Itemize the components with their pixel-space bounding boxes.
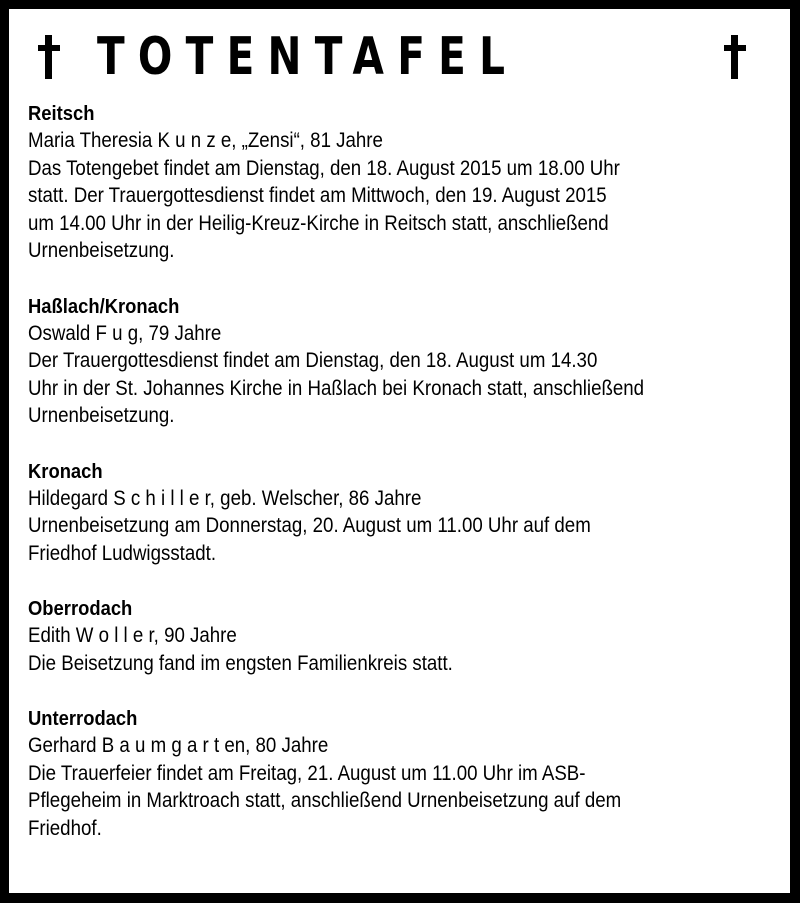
detail-line: Friedhof. bbox=[28, 816, 102, 840]
deceased-name: Maria Theresia K u n z e, „Zensi“, 81 Jahre bbox=[28, 129, 383, 152]
detail-line: statt. Der Trauergottesdienst findet am Mittwoch, den 19. August 2015 bbox=[28, 184, 607, 207]
detail-line: Die Trauerfeier findet am Freitag, 21. August um 11.00 Uhr im ASB- bbox=[28, 761, 586, 785]
detail-line: Die Beisetzung fand im engsten Familienkreis statt. bbox=[28, 651, 453, 675]
deceased-name: Hildegard S c h i l l e r, geb. Welscher, 86 Jahre bbox=[28, 486, 422, 510]
place-heading: Oberrodach bbox=[28, 598, 133, 620]
detail-line: Urnenbeisetzung am Donnerstag, 20. August um 11.00 Uhr auf dem bbox=[28, 514, 591, 537]
cross-icon bbox=[38, 35, 60, 79]
detail-line: Urnenbeisetzung. bbox=[28, 404, 175, 427]
detail-line: Das Totengebet findet am Dienstag, den 18. August 2015 um 18.00 Uhr bbox=[28, 156, 620, 180]
obituary-entry bbox=[28, 459, 788, 568]
detail-line: Der Trauergottesdienst findet am Dienstag, den 18. August um 14.30 bbox=[28, 349, 598, 372]
detail-line: Friedhof Ludwigsstadt. bbox=[28, 541, 217, 565]
deceased-name: Gerhard B a u m g a r t en, 80 Jahre bbox=[28, 734, 329, 757]
cross-icon bbox=[724, 35, 746, 79]
obituary-list bbox=[28, 101, 788, 871]
place-heading: Reitsch bbox=[28, 103, 95, 125]
obituary-entry bbox=[28, 101, 788, 265]
obituary-entry bbox=[28, 706, 788, 842]
header bbox=[9, 21, 790, 87]
place-heading: Haßlach/Kronach bbox=[28, 295, 180, 318]
detail-line: Pflegeheim in Marktroach statt, anschließend Urnenbeisetzung auf dem bbox=[28, 789, 622, 812]
obituary-entry bbox=[28, 294, 788, 430]
deceased-name: Oswald F u g, 79 Jahre bbox=[28, 321, 222, 345]
obituary-board bbox=[9, 9, 790, 893]
detail-line: Urnenbeisetzung. bbox=[28, 239, 175, 262]
page-title: TOTENTAFEL bbox=[97, 27, 519, 87]
detail-line: Uhr in der St. Johannes Kirche in Haßlach bei Kronach statt, anschließend bbox=[28, 376, 645, 400]
detail-line: um 14.00 Uhr in der Heilig-Kreuz-Kirche in Reitsch statt, anschließend bbox=[28, 211, 609, 235]
place-heading: Unterrodach bbox=[28, 708, 138, 730]
deceased-name: Edith W o l l e r, 90 Jahre bbox=[28, 624, 237, 647]
place-heading: Kronach bbox=[28, 460, 103, 483]
obituary-entry bbox=[28, 596, 788, 677]
